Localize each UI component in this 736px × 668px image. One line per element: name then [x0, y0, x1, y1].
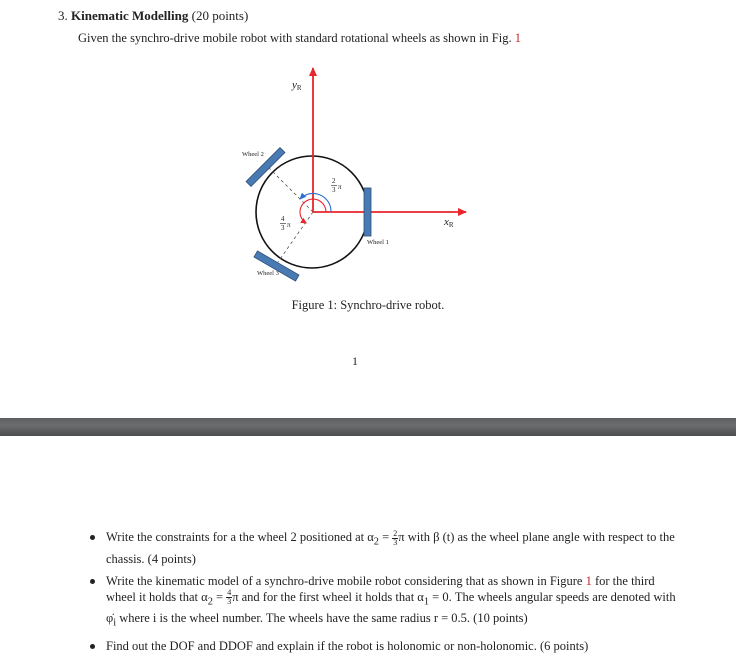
wheel2-dashed-line: [268, 167, 313, 212]
angle-four-thirds-num: 4: [281, 215, 285, 223]
task-item: Write the kinematic model of a synchro-drive mobile robot considering that as shown in Figure 1 for the third wheel it holds that $\alpha_2$ = $\frac{4}{3}$ π and for the first wheel it holds that $\alpha_1 = 0$. The wheels angular speeds are denoted with $\varphi̇_i$ where i is the wheel number. The wheels have the same radius r = 0.5. (10 points): [88, 573, 678, 632]
question-points: (20 points): [191, 8, 249, 23]
question-intro: Given the synchro-drive mobile robot with standard rotational wheels as shown in Fig. 1: [78, 31, 521, 45]
bullet-icon: [90, 579, 95, 584]
wheel1-label: Wheel 1: [367, 239, 389, 246]
y-axis-label: yR: [292, 79, 302, 92]
question-title: Kinematic Modelling: [71, 8, 189, 23]
angle-two-thirds-pi: π: [338, 183, 342, 191]
wheel-1: [364, 188, 371, 236]
wheel3-label: Wheel 3: [257, 270, 279, 277]
angle-four-thirds-pi: π: [287, 221, 291, 229]
task-item: Find out the DOF and DDOF and explain if the robot is holonomic or non-holonomic. (6 points): [88, 638, 678, 654]
angle-two-thirds-num: 2: [332, 177, 336, 185]
bullet-icon: [90, 535, 95, 540]
figure-reference-link[interactable]: 1: [585, 573, 592, 588]
page-separator: [0, 418, 736, 436]
figure-caption: Figure 1: Synchro-drive robot.: [291, 298, 445, 312]
task-item: Write the constraints for a the wheel 2 positioned at $\alpha_2$ = $\frac{2}{3}$ π with β (t) as the wheel plane angle with respect to the chassis. (4 points): [88, 529, 678, 567]
question-number: 3.: [58, 8, 68, 23]
angle-two-thirds-den: 3: [332, 186, 336, 194]
fraction: $\frac{4}{3}$: [227, 588, 232, 607]
figure-reference-link[interactable]: 1: [514, 31, 521, 45]
x-axis-label: xR: [444, 216, 454, 229]
fraction: $\frac{2}{3}$: [393, 528, 398, 547]
pdf-page-2: [0, 436, 736, 668]
bullet-icon: [90, 644, 95, 649]
wheel2-label: Wheel 2: [242, 151, 264, 158]
angle-four-thirds-den: 3: [281, 224, 285, 232]
task-list: [88, 529, 678, 660]
page-number: 1: [352, 354, 358, 368]
